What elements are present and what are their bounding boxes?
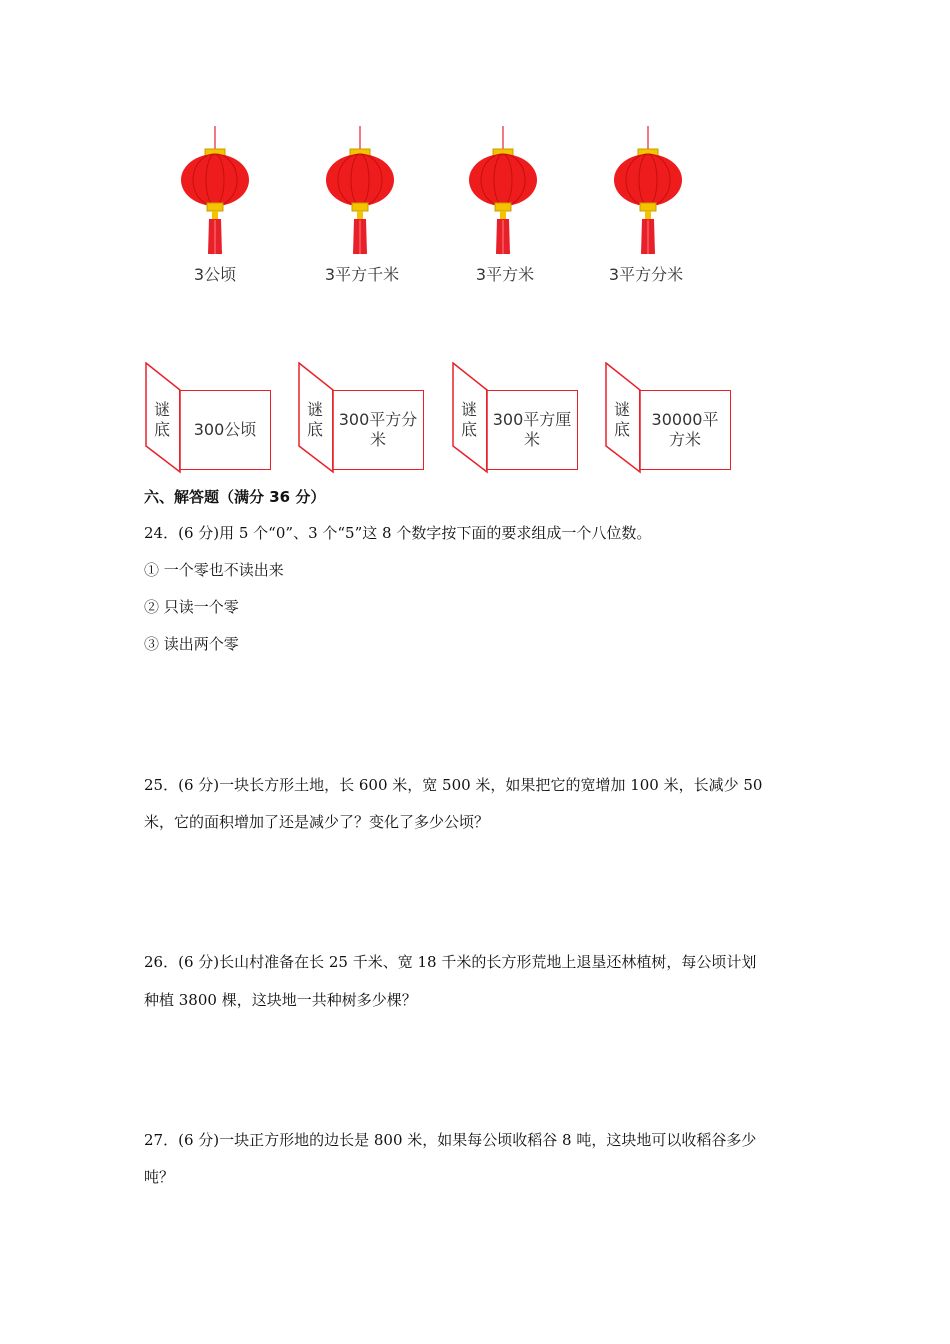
question-26-line-2: 种植 3800 棵，这块地一共种树多少棵？ xyxy=(144,991,417,1009)
lantern-label: 3平方分米 xyxy=(608,265,684,284)
flap-text: 谜底 xyxy=(153,400,170,439)
lantern-2 xyxy=(320,124,400,264)
flap-text: 谜底 xyxy=(460,400,477,439)
lantern-label: 3平方千米 xyxy=(324,265,400,284)
lantern-icon xyxy=(463,124,543,264)
section-title: 六、解答题（满分 36 分） xyxy=(144,488,326,506)
lantern-icon xyxy=(608,124,688,264)
lantern-icon xyxy=(320,124,400,264)
question-24-option-2: ② 只读一个零 xyxy=(144,598,239,616)
lantern-label: 3公顷 xyxy=(193,265,237,284)
question-24-stem: 24．(6 分)用 5 个“0”、3 个“5”这 8 个数字按下面的要求组成一个八位数。 xyxy=(144,524,652,542)
lantern-1 xyxy=(175,124,255,264)
riddle-answer-card xyxy=(605,362,735,474)
lantern-icon xyxy=(175,124,255,264)
question-27-line-2: 吨？ xyxy=(144,1168,175,1186)
riddle-answer-card xyxy=(298,362,428,474)
lantern-label: 3平方米 xyxy=(475,265,535,284)
question-24-option-1: ① 一个零也不读出来 xyxy=(144,561,284,579)
question-26-line-1: 26．(6 分)长山村准备在长 25 千米、宽 18 千米的长方形荒地上退垦还林植树，每公顷计划 xyxy=(144,953,757,971)
riddle-answer-card xyxy=(145,362,275,474)
lantern-4 xyxy=(608,124,688,264)
answer-text: 300平方厘米 xyxy=(486,390,578,470)
lantern-3 xyxy=(463,124,543,264)
answer-text: 300公顷 xyxy=(179,390,271,470)
flap-text: 谜底 xyxy=(613,400,630,439)
question-27-line-1: 27．(6 分)一块正方形地的边长是 800 米，如果每公顷收稻谷 8 吨，这块地可以收稻谷多少 xyxy=(144,1131,757,1149)
question-25-line-1: 25．(6 分)一块长方形土地，长 600 米，宽 500 米，如果把它的宽增加 100 米，长减少 50 xyxy=(144,776,763,794)
flap-text: 谜底 xyxy=(306,400,323,439)
answer-text: 300平方分米 xyxy=(332,390,424,470)
answer-text: 30000平方米 xyxy=(639,390,731,470)
riddle-answer-card xyxy=(452,362,582,474)
question-24-option-3: ③ 读出两个零 xyxy=(144,635,239,653)
question-25-line-2: 米，它的面积增加了还是减少了？变化了多少公顷？ xyxy=(144,813,490,831)
